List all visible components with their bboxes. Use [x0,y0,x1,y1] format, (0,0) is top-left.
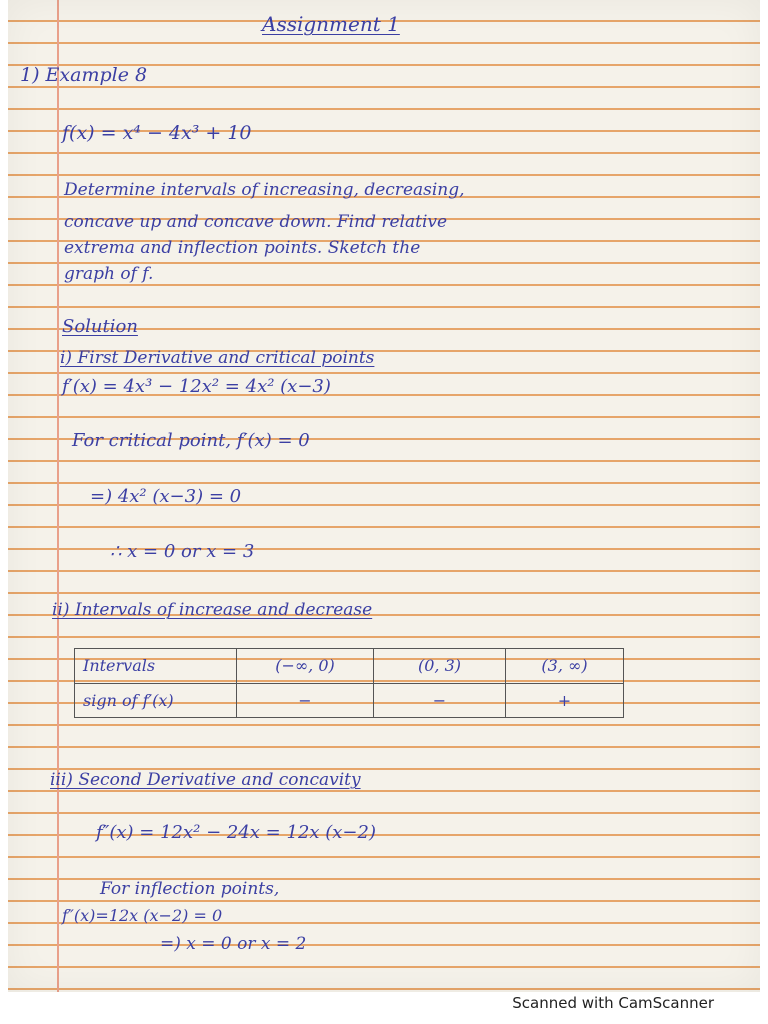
table-cell: (−∞, 0) [237,649,374,684]
scanner-watermark: Scanned with CamScanner [512,994,714,1012]
page-title: Assignment 1 [262,12,400,36]
table-cell: + [506,683,624,718]
problem-line-2: concave up and concave down. Find relative [64,212,448,232]
inflection-equation: f″(x)=12x (x−2) = 0 [62,906,223,925]
table-row [75,683,624,718]
inflection-roots: =) x = 0 or x = 2 [160,934,307,954]
inflection-heading: For inflection points, [100,879,280,899]
second-derivative: f″(x) = 12x² − 24x = 12x (x−2) [96,822,376,843]
first-derivative: f′(x) = 4x³ − 12x² = 4x² (x−3) [62,376,331,397]
step3-heading: iii) Second Derivative and concavity [50,770,361,790]
table-row [75,649,624,684]
table-cell: − [237,683,374,718]
table-cell: Intervals [75,649,237,684]
problem-line-1: Determine intervals of increasing, decreasing, [64,180,465,200]
problem-line-4: graph of f. [64,264,154,284]
table-cell: sign of f′(x) [75,683,237,718]
step2-heading: ii) Intervals of increase and decrease [52,600,373,620]
table-cell: − [374,683,506,718]
function-definition: f(x) = x⁴ − 4x³ + 10 [62,122,252,144]
table-cell: (0, 3) [374,649,506,684]
critical-solutions: ∴ x = 0 or x = 3 [110,541,255,562]
step1-heading: i) First Derivative and critical points [60,348,375,368]
sign-table [74,648,624,718]
solution-heading: Solution [62,316,138,337]
critical-condition: For critical point, f′(x) = 0 [72,430,310,451]
table-cell: (3, ∞) [506,649,624,684]
critical-equation: =) 4x² (x−3) = 0 [90,486,242,507]
example-heading: 1) Example 8 [20,64,148,86]
problem-line-3: extrema and inflection points. Sketch the [64,238,421,258]
